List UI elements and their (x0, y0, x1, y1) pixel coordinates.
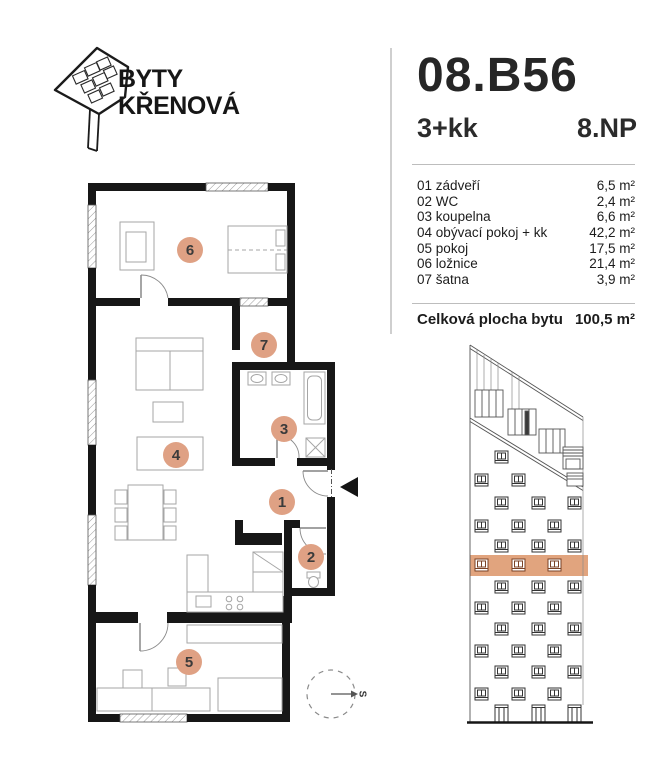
room-label-4: 4 (171, 447, 181, 464)
logo-line2: KŘENOVÁ (118, 92, 240, 120)
room-label-5: 5 (184, 654, 194, 671)
logo-wordmark (118, 66, 240, 120)
compass-north-indicator (307, 670, 367, 718)
room-label-1: 1 (277, 494, 287, 511)
total-area-row (417, 311, 635, 328)
room-label-2: 2 (306, 549, 316, 566)
logo-line1: BYTY (118, 65, 183, 93)
table-row: 03 koupelna 6,6 m² (417, 209, 635, 225)
vertical-divider (390, 48, 392, 334)
room-table (417, 178, 635, 288)
elevation-upper-windows (475, 350, 583, 486)
unit-floor: 8.NP (576, 113, 637, 143)
elevation-window-grid (475, 451, 581, 722)
entrance-arrow (340, 477, 358, 497)
compass-letter: S (356, 690, 368, 698)
room-label-7: 7 (259, 337, 269, 354)
table-row: 02 WC 2,4 m² (417, 193, 635, 209)
table-row: 07 šatna 3,9 m² (417, 272, 635, 288)
table-row: 05 pokoj 17,5 m² (417, 240, 635, 256)
total-label: Celková plocha bytu (417, 311, 563, 328)
room-label-3: 3 (279, 421, 289, 438)
building-elevation (455, 335, 600, 735)
separator-total (412, 303, 635, 304)
table-row: 06 ložnice 21,4 m² (417, 256, 635, 272)
table-row: 01 zádveří 6,5 m² (417, 178, 635, 193)
total-value: 100,5 m² (574, 311, 635, 328)
unit-subheader (417, 113, 637, 144)
unit-id: 08.B56 (417, 49, 578, 102)
highlighted-floor-windows (475, 559, 561, 571)
separator-top (412, 164, 635, 165)
unit-layout: 3+kk (417, 113, 478, 143)
table-row: 04 obývací pokoj + kk 42,2 m² (417, 225, 635, 241)
floor-plan (80, 170, 380, 740)
room-label-6: 6 (185, 242, 195, 259)
